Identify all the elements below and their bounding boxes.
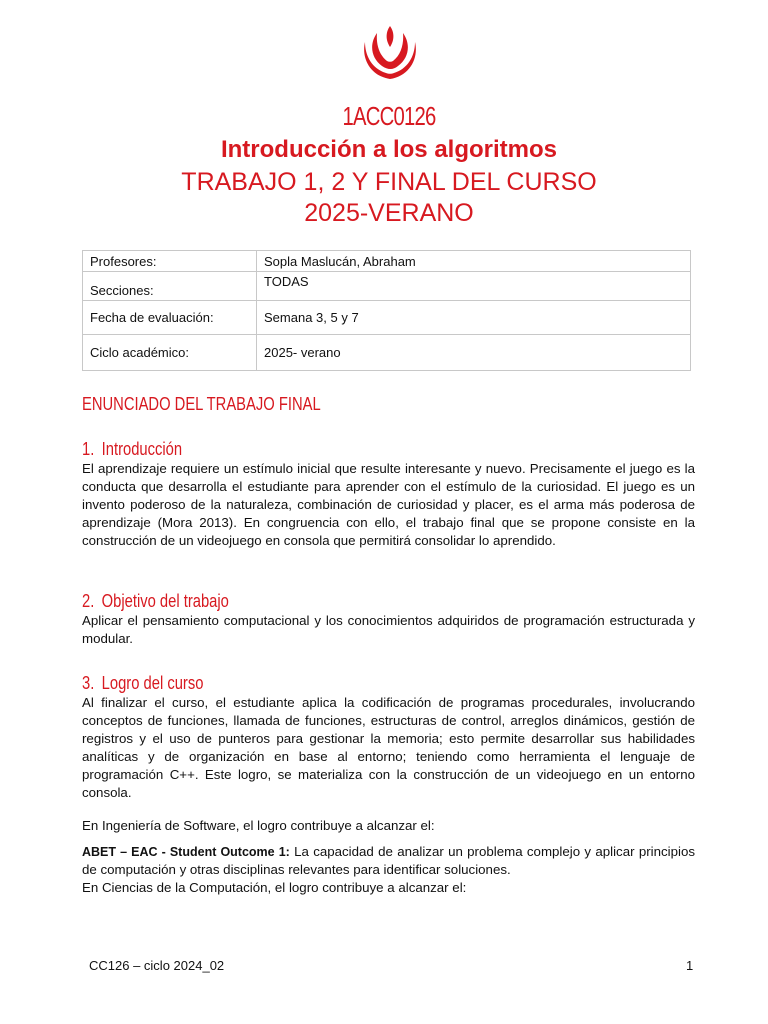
section-body-introduccion: El aprendizaje requiere un estímulo inicial que resulte interesante y nuevo. Precisamente el juego es la conducta que desarrolla el estudiante para aprender con el estímulo de la curiosidad. El juego es un invento poderoso de la naturaleza, combinación de curiosidad y placer, es el arma más poderosa de aprendizaje (Mora 2013). En congruencia con ello, el trabajo final que se propone consiste en la construcción de un videojuego en consola que permitirá consolidar lo aprendido. [82,461,695,548]
section-body-logro: Al finalizar el curso, el estudiante aplica la codificación de programas procedurales, involucrando conceptos de funciones, llamada de funciones, estructuras de control, arreglos dinámicos, gestión de registros y el uso de punteros para gestionar la memoria; esto permite desarrollar sus habilidades analíticas y de organización en base al entorno; teniendo como herramienta el lenguaje de programación C++. Este logro, se materializa con la construcción de un videojuego en un entorno consola. [82,695,695,800]
abet-text: La capacidad de analizar un problema complejo y aplicar principios de computación y otras disciplinas relevantes para identificar soluciones. [82,844,695,877]
document-title-block [0,98,768,228]
upc-flame-logo-icon [357,16,423,82]
table-label: Ciclo académico: [83,335,257,371]
abet-lead: ABET – EAC - Student Outcome 1: [82,845,290,859]
course-code: 1ACC0126 [342,101,436,131]
table-label: Secciones: [83,272,257,301]
section-body-objetivo: Aplicar el pensamiento computacional y los conocimientos adquiridos de programación estructurada y modular. [82,613,695,646]
table-value: Semana 3, 5 y 7 [257,301,691,335]
table-row [83,335,691,371]
section-number: 1. [82,439,95,459]
section-heading-objetivo [82,590,229,612]
table-value: 2025- verano [257,335,691,371]
section-title: Introducción [101,439,183,459]
course-info-table [82,250,691,371]
table-row [83,251,691,272]
table-label: Fecha de evaluación: [83,301,257,335]
table-value: Sopla Maslucán, Abraham [257,251,691,272]
course-name: Introducción a los algoritmos [220,136,558,163]
section-number: 3. [82,673,95,693]
section-title: Objetivo del trabajo [101,591,229,611]
section-heading-logro [82,672,203,694]
table-row [83,272,691,301]
table-value: TODAS [257,272,691,301]
table-row [83,301,691,335]
statement-title: ENUNCIADO DEL TRABAJO FINAL [82,394,321,414]
software-outcome-line: En Ingeniería de Software, el logro contribuye a alcanzar el: [82,818,435,833]
work-title: TRABAJO 1, 2 Y FINAL DEL CURSO [181,168,597,196]
footer-course-cycle: CC126 – ciclo 2024_02 [89,958,225,973]
section-title: Logro del curso [101,673,204,693]
abet-outcome [82,843,695,879]
section-number: 2. [82,591,95,611]
table-label: Profesores: [83,251,257,272]
cs-outcome-line: En Ciencias de la Computación, el logro contribuye a alcanzar el: [82,880,467,895]
term: 2025-VERANO [304,199,474,227]
section-heading-introduccion [82,438,182,460]
page-number: 1 [686,958,694,973]
